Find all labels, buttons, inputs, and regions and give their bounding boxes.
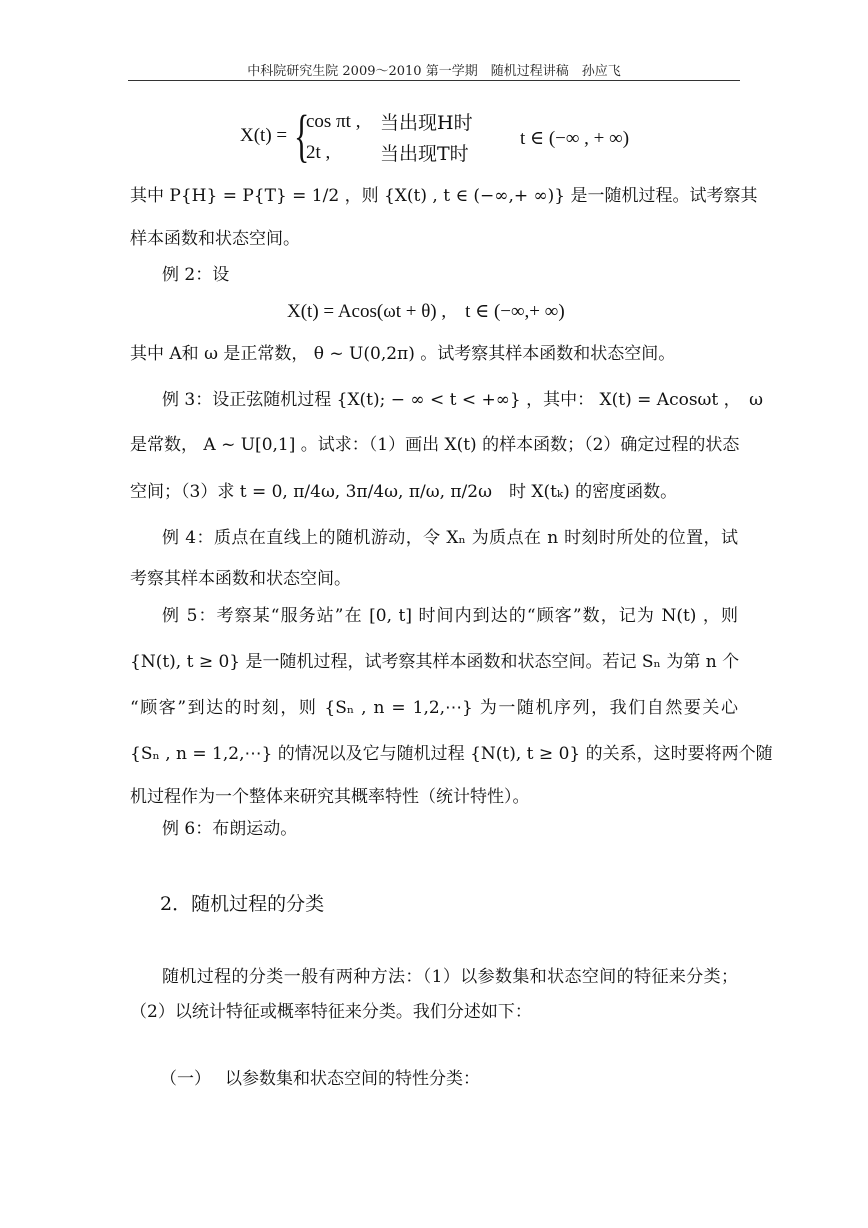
section-title: 2．随机过程的分类 [160,893,325,915]
example-5-line: “顾客”到达的时刻，则 {Sₙ , n = 1,2,⋯} 为一随机序列，我们自然要关心 [130,698,738,718]
subsection-label: （一） [160,1069,211,1089]
example-2-desc: 其中 A和 ω 是正常数， θ ~ U(0,2π) 。试考察其样本函数和状态空间。 [130,344,676,364]
formula-case1-cond: 当出现H时 [380,112,473,134]
formula-domain: t ∈ (−∞ , + ∞) [520,128,630,149]
example-3-line: 空间；（3）求 t = 0, π/4ω, 3π/4ω, π/ω, π/2ω 时 X(tₖ) 的密度函数。 [130,482,678,502]
formula-case1-expr: cos πt , [306,111,361,132]
example-6: 例 6：布朗运动。 [162,819,298,839]
example-2-formula: X(t) = Acos(ωt + θ) , t ∈ (−∞,+ ∞) [287,301,565,322]
formula-brace: { [294,103,310,168]
example-4-line: 考察其样本函数和状态空间。 [130,569,351,589]
page-header: 中科院研究生院 2009～2010 第一学期 随机过程讲稿 孙应飞 [247,64,621,79]
example-5-line: {N(t), t ≥ 0} 是一随机过程，试考察其样本函数和状态空间。若记 Sₙ 为第 n 个 [130,652,740,672]
header-rule [128,80,740,81]
example-3-line: 例 3：设正弦随机过程 {X(t); − ∞ < t < +∞} ，其中： X(t) = Acosωt ， ω [162,390,764,410]
example-4-line: 例 4：质点在直线上的随机游动，令 Xₙ 为质点在 n 时刻时所处的位置，试 [162,528,738,548]
paragraph-line: 样本函数和状态空间。 [130,229,300,249]
paragraph-line: 其中 P{H} = P{T} = 1/2 ，则 {X(t) , t ∈ (−∞,+ ∞)} 是一随机过程。试考察其 [130,186,758,206]
subsection-title: 以参数集和状态空间的特性分类： [225,1069,480,1089]
formula-case2-expr: 2t , [306,142,331,163]
example-5-line: 例 5：考察某“服务站”在 [0, t] 时间内到达的“顾客”数，记为 N(t) ，则 [162,606,738,626]
example-5-line: {Sₙ , n = 1,2,⋯} 的情况以及它与随机过程 {N(t), t ≥ 0} 的关系，这时要将两个随 [130,744,773,764]
classification-line: 随机过程的分类一般有两种方法：（1）以参数集和状态空间的特征来分类； [162,967,738,987]
example-2-intro: 例 2：设 [162,265,230,285]
example-5-line: 机过程作为一个整体来研究其概率特性（统计特性）。 [130,787,530,807]
classification-line: （2）以统计特征或概率特征来分类。我们分述如下： [130,1002,532,1022]
formula-case2-cond: 当出现T时 [380,143,469,165]
formula-lhs: X(t) = [240,125,288,146]
example-3-line: 是常数， A ~ U[0,1] 。试求：（1）画出 X(t) 的样本函数；（2）确定过程的状态 [130,435,740,455]
